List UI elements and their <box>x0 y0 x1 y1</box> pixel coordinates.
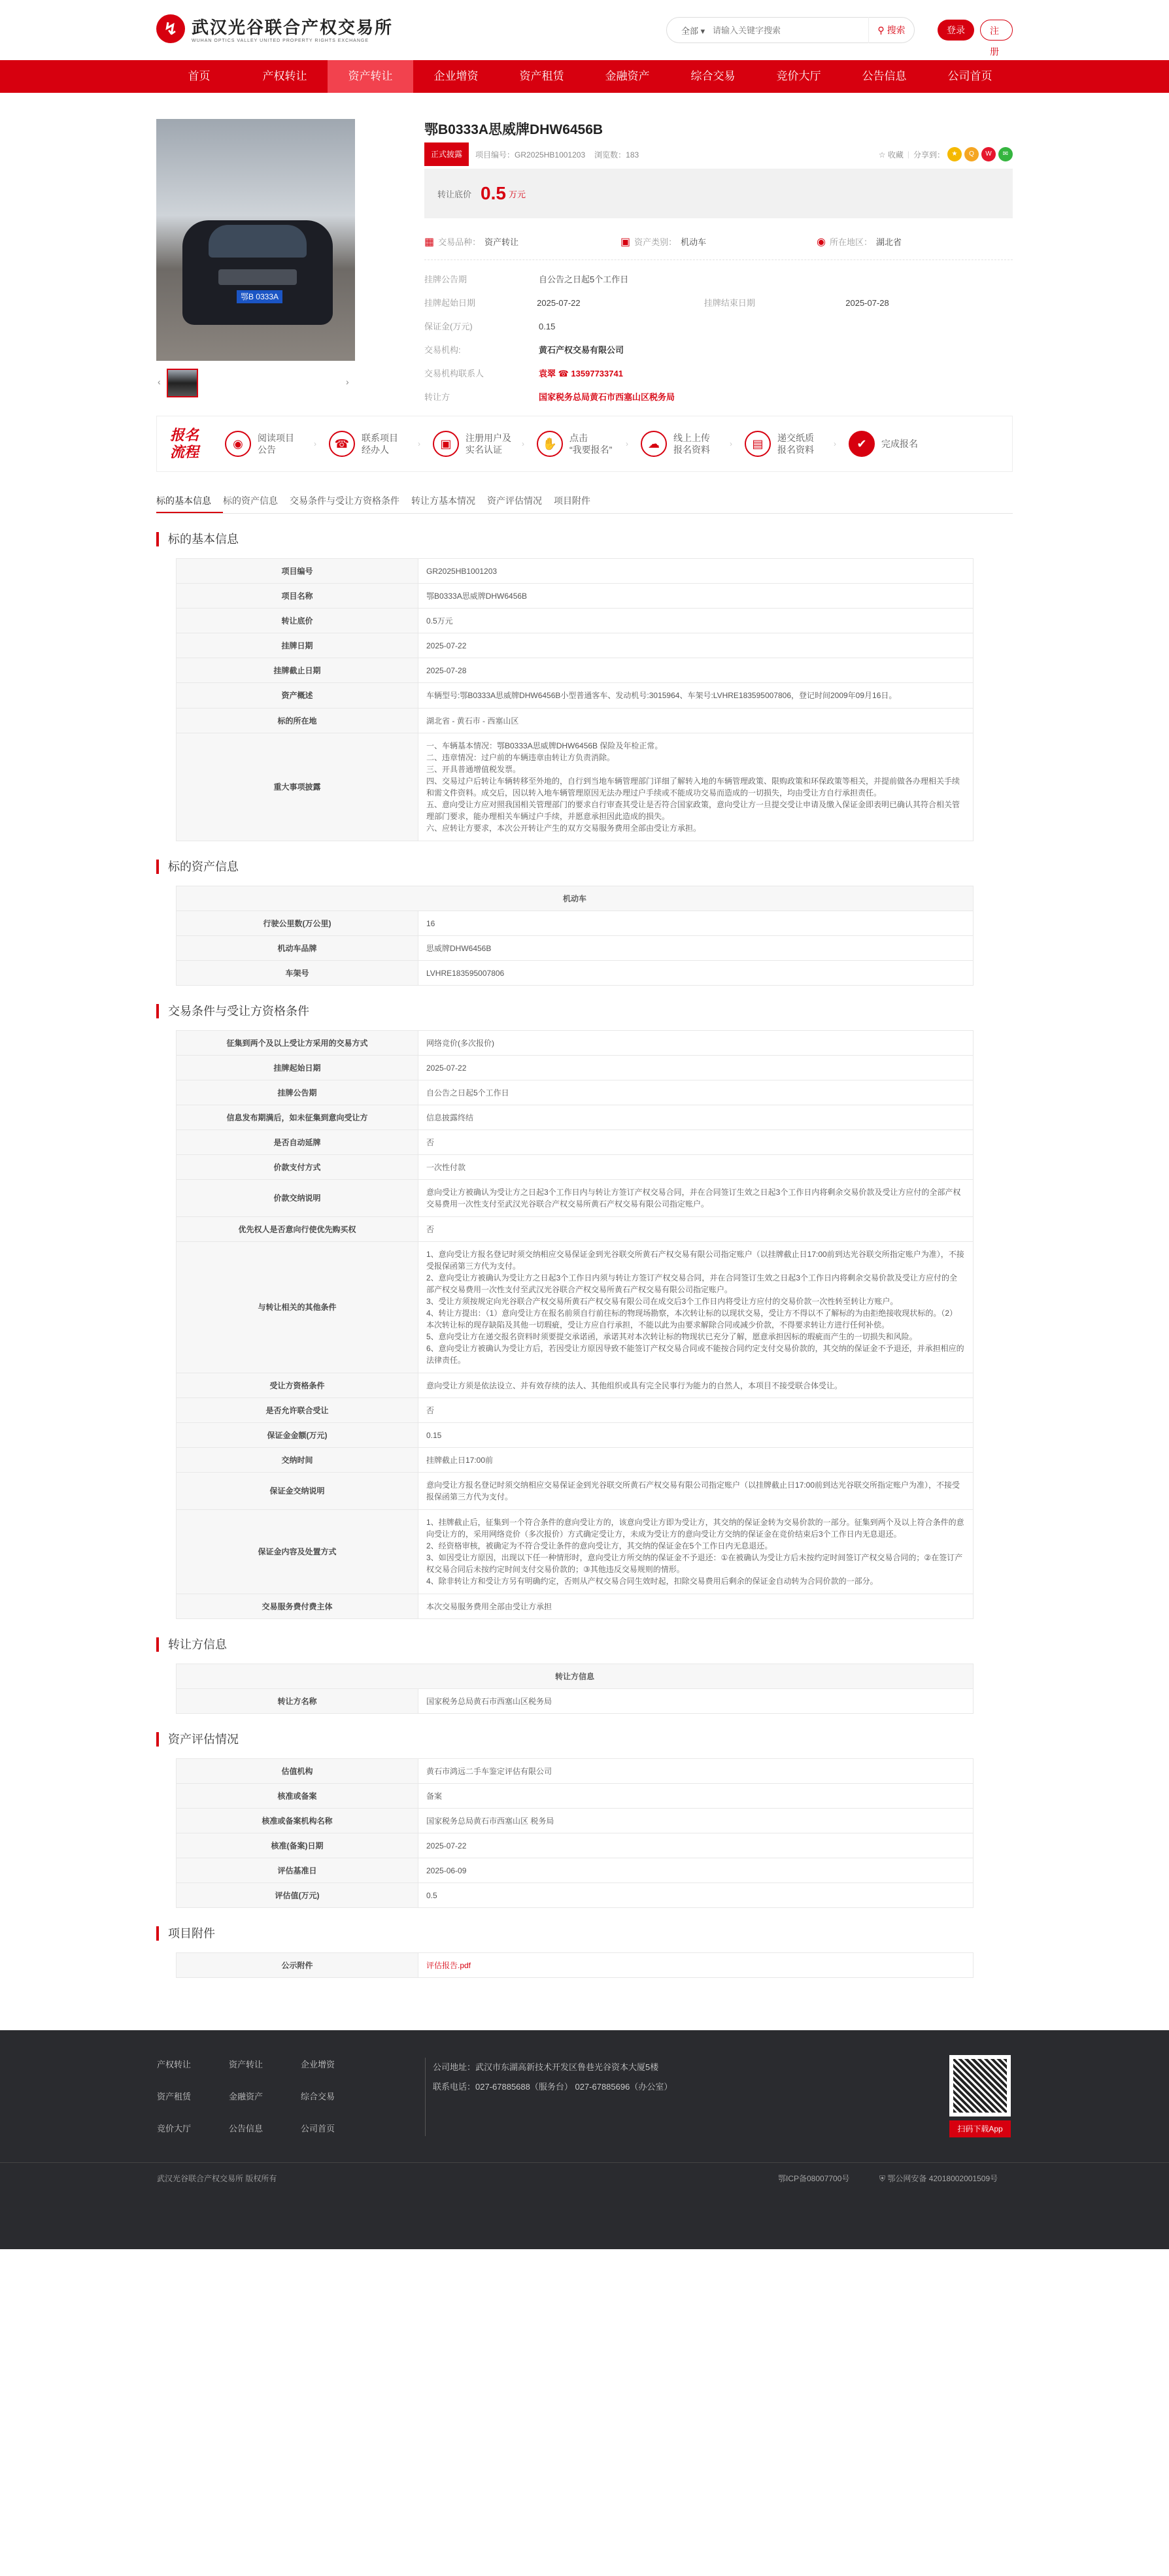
row-label: 估值机构 <box>177 1759 418 1784</box>
row-label: 保证金金额(万元) <box>177 1423 418 1448</box>
section-title: 标的资产信息 <box>156 860 1013 874</box>
main-photo[interactable] <box>156 119 355 361</box>
table-row <box>177 1473 974 1510</box>
row-label: 挂牌起始日期 <box>177 1056 418 1080</box>
detail-tab[interactable]: 资产评估情况 <box>487 495 542 506</box>
row-label: 保证金内容及处置方式 <box>177 1510 418 1594</box>
section-title: 标的基本信息 <box>156 532 1013 546</box>
detail-table <box>176 558 974 841</box>
table-subheader: 转让方信息 <box>177 1664 974 1689</box>
flow-step: ▣ 注册用户及 实名认证 › <box>433 431 537 457</box>
nav-item[interactable]: 资产转让 <box>328 60 413 93</box>
step-icon: ▣ <box>433 431 459 457</box>
site-footer <box>0 2030 1169 2249</box>
flow-title: 报名流程 <box>170 427 199 460</box>
footer-link[interactable]: 竞价大厅 <box>157 2124 192 2133</box>
table-row <box>177 1833 974 1858</box>
category-icon: ▦ <box>424 236 435 248</box>
row-label: 核准(备案)日期 <box>177 1833 418 1858</box>
page-title: 鄂B0333A思威牌DHW6456B <box>424 122 603 137</box>
star-icon: ☆ <box>878 150 886 159</box>
license-plate: 鄂B 0333A <box>237 290 282 303</box>
table-row <box>177 1155 974 1180</box>
step-arrow-icon: › <box>522 439 524 448</box>
footer-link[interactable]: 产权转让 <box>157 2060 192 2069</box>
product-info <box>424 119 1013 409</box>
table-subheader: 机动车 <box>177 886 974 911</box>
image-gallery <box>156 119 355 401</box>
table-row <box>177 1689 974 1714</box>
logo-text: 武汉光谷联合产权交易所 <box>192 18 394 38</box>
detail-tab[interactable]: 转让方基本情况 <box>411 495 475 506</box>
table-row <box>177 1883 974 1908</box>
flow-step: ☎ 联系项目 经办人 › <box>329 431 433 457</box>
footer-contact: 公司地址：武汉市东湖高新技术开发区鲁巷光谷资本大厦5楼 联系电话：027-67885688（服务台） 027-67885696（办公室） <box>433 2062 673 2092</box>
transferor-name: 国家税务总局黄石市西塞山区税务局 <box>539 392 675 402</box>
detail-table <box>176 1030 974 1619</box>
row-value: 一次性付款 <box>418 1155 974 1180</box>
row-value: 国家税务总局黄石市西塞山区税务局 <box>418 1689 974 1714</box>
row-value: 2025-06-09 <box>418 1858 974 1883</box>
table-row <box>177 683 974 709</box>
row-label: 挂牌截止日期 <box>177 658 418 683</box>
detail-tab[interactable]: 标的基本信息 <box>156 488 223 513</box>
section-transferor <box>156 1637 1013 1714</box>
row-value: 1、挂牌截止后，征集到一个符合条件的意向受让方的，该意向受让方即为受让方，其交纳的保证金转为交易价款的一部分。征集到两个及以上符合条件的意向受让方的，采用网络竞价（多次报价）方式确定受让方，未成为受让方的意向受让方交纳的保证金在竞价结束后3个工作日内无息退还。 2、经资格审核，被确定为不符合受让条件的意向受让方，其交纳的保证金在5个工作日内无息退还。 3、如因受让方原因，出现以下任一种情形时，意向受让方所交纳的保证金不予退还：①在被确认为受让方后未按约定时间签订产权交易合同的；②在签订产权交易合同后未按约定时间支付交易价款的；③其他违反交易规则的情形。 4、除非转让方和受让方另有明确约定，否则从产权交易合同生效时起，扣除交易费用后剩余的保证金自动转为合同价款的一部分。 <box>418 1510 974 1594</box>
attachment-link[interactable]: 评估报告.pdf <box>418 1953 974 1978</box>
step-icon: ☎ <box>329 431 355 457</box>
row-label: 优先权人是否意向行使优先购买权 <box>177 1217 418 1242</box>
row-value: 2025-07-22 <box>418 633 974 658</box>
project-number: 项目编号：GR2025HB1001203 <box>475 150 586 159</box>
step-icon: ◉ <box>225 431 251 457</box>
row-label: 挂牌公告期 <box>177 1080 418 1105</box>
flow-step: ◉ 阅读项目 公告 › <box>225 431 329 457</box>
main-nav <box>0 60 1169 93</box>
search-bar <box>666 17 915 43</box>
weibo-share-icon[interactable]: W <box>981 147 996 161</box>
qzone-share-icon[interactable]: ★ <box>947 147 962 161</box>
nav-item[interactable]: 金融资产 <box>605 70 650 82</box>
row-label: 项目名称 <box>177 584 418 609</box>
row-value: 否 <box>418 1398 974 1423</box>
prev-arrow-icon[interactable]: ‹ <box>158 376 161 387</box>
row-value: 16 <box>418 911 974 936</box>
row-label: 转让底价 <box>177 609 418 633</box>
row-value: 2025-07-28 <box>418 658 974 683</box>
row-value: GR2025HB1001203 <box>418 559 974 584</box>
section-attachments <box>156 1926 1013 1978</box>
row-label: 行驶公里数(万公里) <box>177 911 418 936</box>
table-row <box>177 709 974 733</box>
logo-subtext: WUHAN OPTICS VALLEY UNITED PROPERTY RIGHTS EXCHANGE <box>192 39 369 43</box>
site-logo[interactable] <box>156 14 393 43</box>
table-row <box>177 1080 974 1105</box>
table-row <box>177 1105 974 1130</box>
footer-link[interactable]: 企业增资 <box>301 2060 335 2069</box>
section-asset <box>156 860 1013 986</box>
row-label: 机动车品牌 <box>177 936 418 961</box>
row-value: 鄂B0333A思威牌DHW6456B <box>418 584 974 609</box>
flow-step: ✔ 完成报名 <box>849 431 953 457</box>
row-label: 保证金交纳说明 <box>177 1473 418 1510</box>
price-unit: 万元 <box>508 189 526 199</box>
next-arrow-icon[interactable]: › <box>346 376 349 387</box>
table-row <box>177 609 974 633</box>
copyright: 武汉光谷联合产权交易所 版权所有 <box>157 2174 277 2183</box>
step-arrow-icon: › <box>834 439 836 448</box>
nav-item[interactable]: 企业增资 <box>433 70 479 82</box>
flow-step: ▤ 递交纸质 报名资料 › <box>745 431 849 457</box>
table-row <box>177 633 974 658</box>
table-row <box>177 1031 974 1056</box>
nav-item[interactable]: 公司首页 <box>947 70 992 82</box>
row-value: 意向受让方报名登记时须交纳相应交易保证金到光谷联交所黄石产权交易有限公司指定账户（以挂牌截止日17:00前到达光谷联交所指定账户为准），不接受报保函第三方代为支付。 <box>418 1473 974 1510</box>
row-label: 评估值(万元) <box>177 1883 418 1908</box>
row-label: 价款交纳说明 <box>177 1180 418 1217</box>
row-value: 2025-07-22 <box>418 1833 974 1858</box>
download-app-button[interactable]: 扫码下载App <box>949 2120 1011 2137</box>
section-valuation <box>156 1732 1013 1908</box>
row-label: 是否允许联合受让 <box>177 1398 418 1423</box>
table-row <box>177 1423 974 1448</box>
view-count: 浏览数：183 <box>594 150 639 159</box>
row-label: 项目编号 <box>177 559 418 584</box>
row-value: 思威牌DHW6456B <box>418 936 974 961</box>
police-badge-icon: ⛨ <box>879 2174 886 2183</box>
table-row <box>177 1373 974 1398</box>
nav-item[interactable]: 公告信息 <box>862 70 907 82</box>
row-value: 国家税务总局黄石市西塞山区 税务局 <box>418 1809 974 1833</box>
flow-step: ☁ 线上上传 报名资料 › <box>641 431 745 457</box>
police-record-link[interactable]: ⛨ 鄂公网安备 42018002001509号 <box>879 2174 998 2183</box>
table-row <box>177 1858 974 1883</box>
flow-step: ✋ 点击 “我要报名” › <box>537 431 641 457</box>
meta-row: 正式披露 项目编号：GR2025HB1001203 浏览数：183 ☆ 收藏 | 分享到： ★ Q W ✉ <box>424 142 1013 166</box>
row-label: 交纳时间 <box>177 1448 418 1473</box>
section-title: 转让方信息 <box>156 1637 1013 1652</box>
wechat-share-icon[interactable]: ✉ <box>998 147 1013 161</box>
table-row <box>177 1953 974 1978</box>
search-icon: ⚲ <box>877 25 885 35</box>
row-label: 与转让相关的其他条件 <box>177 1242 418 1373</box>
table-row <box>177 1056 974 1080</box>
row-value: 信息披露终结 <box>418 1105 974 1130</box>
row-value: 黄石市鸿远二手车鉴定评估有限公司 <box>418 1759 974 1784</box>
section-terms <box>156 1004 1013 1619</box>
row-label: 资产概述 <box>177 683 418 709</box>
nav-item[interactable]: 竞价大厅 <box>776 70 821 82</box>
footer-link[interactable]: 金融资产 <box>229 2092 263 2101</box>
row-label: 评估基准日 <box>177 1858 418 1883</box>
row-value: 意向受让方须是依法设立、并有效存续的法人、其他组织或具有完全民事行为能力的自然人，本项目不接受联合体受让。 <box>418 1373 974 1398</box>
row-value: 一、车辆基本情况：鄂B0333A思威牌DHW6456B 保险及年检正常。 二、违章情况：过户前的车辆违章由转让方负责消除。 三、开具普通增值税发票。 四、交易过户后转让车辆转移至外地的，自行到当地车辆管理部门详细了解转入地的车辆管理政策、限购政策和环保政策等相关，并提前做各办理相关手续和需文件资料。成交后，因以转入地车辆管理原因无法办理过户手续或不能成功交易而造成的一切损失，均由受让方自行承担责任。 五、意向受让方应对照我国相关管理部门的要求自行审查其受让是否符合国家政策，意向受让方一旦提交受让申请及缴入保证金即表明已确认其符合相关管理部门要求，能办理相关车辆过户手续，并愿意承担因此造成的损失。 六、应转让方要求，本次公开转让产生的双方交易服务费用全部由受让方承担。 <box>418 733 974 841</box>
row-value: 2025-07-22 <box>418 1056 974 1080</box>
top-header <box>0 0 1169 60</box>
row-value: 备案 <box>418 1784 974 1809</box>
step-icon: ✔ <box>849 431 875 457</box>
footer-link[interactable]: 综合交易 <box>301 2092 335 2101</box>
attribute-row: ▦ 交易品种： 资产转让 ▣ 资产类别： 机动车 ◉ 所在地区： 湖北省 <box>424 224 1013 260</box>
row-label: 是否自动延牌 <box>177 1130 418 1155</box>
app-qr-code <box>949 2055 1011 2116</box>
step-arrow-icon: › <box>730 439 732 448</box>
row-label: 价款支付方式 <box>177 1155 418 1180</box>
detail-table <box>176 886 974 986</box>
detail-table <box>176 1952 974 1978</box>
search-input[interactable] <box>713 18 868 42</box>
detail-tab[interactable]: 项目附件 <box>554 495 590 506</box>
row-value: 否 <box>418 1217 974 1242</box>
step-arrow-icon: › <box>626 439 628 448</box>
search-button[interactable]: ⚲ 搜索 <box>868 17 914 43</box>
asset-icon: ▣ <box>620 236 631 248</box>
row-label: 挂牌日期 <box>177 633 418 658</box>
footer-link[interactable]: 资产租赁 <box>157 2092 192 2101</box>
step-icon: ▤ <box>745 431 771 457</box>
row-label: 重大事项披露 <box>177 733 418 841</box>
row-value: 车辆型号:鄂B0333A思威牌DHW6456B小型普通客车、发动机号:3015964、车架号:LVHRE1835950​07806，登记时间2009年09月16日。 <box>418 683 974 709</box>
table-row <box>177 1130 974 1155</box>
row-value: 1、意向受让方报名登记时须交纳相应交易保证金到光谷联交所黄石产权交易有限公司指定账户（以挂牌截止日17:00前到达光谷联交所指定账户为准），不接受报保函第三方代为支付。 2、意向受让方被确认为受让方之日起3个工作日内须与转让方签订产权交易合同，并在合同签订生效之日起3个工作日内将剩余交易价款及受让方应付的全部产权交易费用一次性支付至武汉光谷联合产权交易所黄石产权交易有限公司指定账户。 3、受让方须按规定向光谷联合产权交易所黄石产权交易有限公司在成交后3个工作日内将受让方应付的交易价款一次性转至转让方账户。 4、转让方提出：（1）意向受让方在报名前须自行前往标的物现场勘察，本次转让标的以现状交易，受让方不得以不了解标的为由拒绝接收现状标的。（2）本次转让标的现存缺陷及其他一切瑕疵，受让方应自行承担，不能以此为由要求解除合同或减少价款，不得要求转让方进行任何补偿。 5、意向受让方在递交报名资料时须要提交承诺函，承诺其对本次转让标的物现状已充分了解，愿意承担因标的瑕疵而产生的一切损失和风险。 6、意向受让方被确认为受让方后，若因受让方原因导致不能签订产权交易合同或不能按合同约定支付交易价款的，其交纳的保证金不予退还，并承担相应的法律责任。 <box>418 1242 974 1373</box>
detail-table <box>176 1664 974 1714</box>
section-basic <box>156 532 1013 841</box>
detail-table <box>176 1758 974 1908</box>
row-label: 信息发布期满后，如未征集到意向受让方 <box>177 1105 418 1130</box>
row-value: 本次交易服务费用全部由受让方承担 <box>418 1594 974 1619</box>
share-label: 分享到： <box>913 150 945 159</box>
login-button[interactable]: 登录 <box>938 20 974 41</box>
detail-tab[interactable]: 标的资产信息 <box>223 495 278 506</box>
row-label: 受让方资格条件 <box>177 1373 418 1398</box>
row-label: 征集到两个及以上受让方采用的交易方式 <box>177 1031 418 1056</box>
step-arrow-icon: › <box>314 439 316 448</box>
row-value: 湖北省 - 黄石市 - 西塞山区 <box>418 709 974 733</box>
footer-link[interactable]: 资产转让 <box>229 2060 263 2069</box>
search-scope-select[interactable]: 全部 ▾ <box>681 25 705 36</box>
table-row <box>177 1809 974 1833</box>
table-row <box>177 1242 974 1373</box>
contact-phone[interactable]: 袁翠 ☎ 13597733741 <box>539 369 623 378</box>
table-row <box>177 733 974 841</box>
table-row <box>177 559 974 584</box>
favorite-button[interactable]: ☆ 收藏 <box>878 150 904 159</box>
section-title: 项目附件 <box>156 1926 1013 1941</box>
step-icon: ✋ <box>537 431 563 457</box>
row-value: 自公告之日起5个工作日 <box>418 1080 974 1105</box>
row-label: 交易服务费付费主体 <box>177 1594 418 1619</box>
product-summary <box>156 119 1013 401</box>
price-label: 转让底价 <box>437 189 472 199</box>
listing-details: 挂牌公告期 自公告之日起5个工作日 挂牌起始日期 2025-07-22 挂牌结束日期 2025-07-28 保证金(万元) 0.15 交易机构: 黄石产权交易有限公司 交易机构联系人 袁翠 ☎ 13597733741 转让方 国家税务总局黄石市西塞山区税务局 <box>424 268 1013 409</box>
icp-link[interactable]: 鄂ICP备08007700号 <box>778 2174 850 2183</box>
section-title: 资产评估情况 <box>156 1732 1013 1747</box>
row-value: 意向受让方被确认为受让方之日起3个工作日内与转让方签订产权交易合同，并在合同签订生效之日起3个工作日内将剩余交易价款及受让方应付的全部产权交易费用一次性支付至武汉光谷联合产权交易所黄石产权交易有限公司指定账户。 <box>418 1180 974 1217</box>
row-value: 网络竞价(多次报价) <box>418 1031 974 1056</box>
nav-item[interactable]: 产权转让 <box>262 70 307 82</box>
thumbnail-image[interactable] <box>167 369 198 397</box>
row-label: 公示附件 <box>177 1953 418 1978</box>
status-badge: 正式披露 <box>424 142 469 166</box>
row-value: 0.5 <box>418 1883 974 1908</box>
price-value: 0.5 <box>481 183 506 203</box>
section-title: 交易条件与受让方资格条件 <box>156 1004 1013 1018</box>
qq-share-icon[interactable]: Q <box>964 147 979 161</box>
row-value: 0.15 <box>418 1423 974 1448</box>
nav-item[interactable]: 综合交易 <box>690 70 736 82</box>
row-label: 车架号 <box>177 961 418 986</box>
row-value: 挂牌截止日17:00前 <box>418 1448 974 1473</box>
row-value: 否 <box>418 1130 974 1155</box>
table-row <box>177 658 974 683</box>
registration-flow <box>156 416 1013 472</box>
thumbnail-strip <box>156 361 355 401</box>
step-arrow-icon: › <box>418 439 420 448</box>
table-row <box>177 1759 974 1784</box>
step-icon: ☁ <box>641 431 667 457</box>
row-value: 0.5万元 <box>418 609 974 633</box>
detail-tab[interactable]: 交易条件与受让方资格条件 <box>290 495 399 506</box>
row-label: 标的所在地 <box>177 709 418 733</box>
table-row <box>177 1594 974 1619</box>
table-row <box>177 1217 974 1242</box>
table-row <box>177 1448 974 1473</box>
detail-tabs <box>156 488 1013 514</box>
row-label: 转让方名称 <box>177 1689 418 1714</box>
row-label: 核准或备案 <box>177 1784 418 1809</box>
table-row <box>177 584 974 609</box>
nav-item[interactable]: 首页 <box>188 70 211 82</box>
nav-item[interactable]: 资产租赁 <box>519 70 564 82</box>
table-row <box>177 1510 974 1594</box>
register-button[interactable]: 注册 <box>980 20 1013 41</box>
logo-icon: ↯ <box>156 14 185 43</box>
table-row <box>177 1398 974 1423</box>
table-row <box>177 1784 974 1809</box>
row-value: LVHRE1835950​07806 <box>418 961 974 986</box>
footer-link[interactable]: 公司首页 <box>301 2124 335 2133</box>
table-row <box>177 911 974 936</box>
table-row <box>177 936 974 961</box>
price-box <box>424 169 1013 218</box>
row-label: 核准或备案机构名称 <box>177 1809 418 1833</box>
table-row <box>177 961 974 986</box>
location-icon: ◉ <box>817 236 826 248</box>
footer-link[interactable]: 公告信息 <box>229 2124 263 2133</box>
agency-name: 黄石产权交易有限公司 <box>539 345 624 355</box>
table-row <box>177 1180 974 1217</box>
